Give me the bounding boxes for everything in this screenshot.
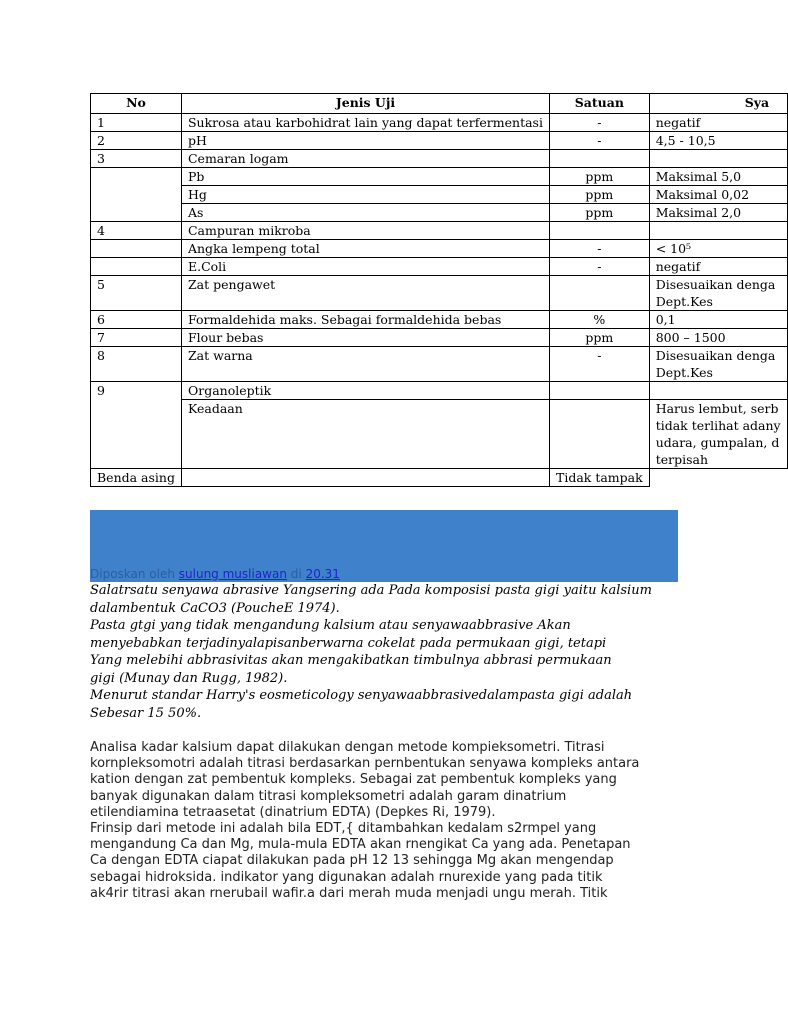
cell-satuan: - [549,240,649,258]
table-row [91,258,788,276]
header-jenis-uji: Jenis Uji [181,94,549,114]
cell-jenis-uji: Zat pengawet [181,276,549,311]
cell-syarat [649,222,787,240]
table-row [91,222,788,240]
table-header-row [91,94,788,114]
cell-no: 3 [91,150,182,168]
syarat-line: terpisah [655,452,709,467]
syarat-line: negatif [655,115,701,130]
cell-jenis-uji: Keadaan [181,400,549,469]
header-satuan: Satuan [549,94,649,114]
italic-line: Pasta gtgi yang tidak mengandung kalsium atau senyawaabbrasive Akan [90,618,571,633]
time-link[interactable]: 20.31 [305,567,340,581]
syarat-line [656,382,781,399]
syarat-line: negatif [655,259,701,274]
cell-jenis-uji: Formaldehida maks. Sebagai formaldehida bebas [181,311,549,329]
cell-jenis-uji: Organoleptik [181,382,549,400]
cell-no [91,258,182,276]
table-row [91,114,788,132]
cell-syarat [649,150,787,168]
cell-syarat [649,240,787,258]
spec-table [90,93,788,487]
italic-line: gigi (Munay dan Rugg, 1982). [90,670,288,686]
cell-satuan: - [549,114,649,132]
body-line: ak4rir titrasi akan rnerubail wafir.a dari merah muda menjadi ungu merah. Titik [90,885,608,901]
table-row [91,347,788,382]
italic-line: Sebesar 15 50%. [90,705,202,721]
cell-no: 1 [91,114,182,132]
table-row [91,469,788,487]
syarat-line: 800 – 1500 [655,330,726,345]
cell-jenis-uji: Cemaran logam [181,150,549,168]
syarat-line: Maksimal 0,02 [655,187,750,202]
syarat-line [656,150,781,167]
table-row [91,382,788,400]
body-line: kornpleksomotri adalah titrasi berdasarkan pernbentukan senyawa kompleks antara [90,756,640,772]
cell-syarat [649,168,787,186]
cell-syarat [649,400,787,469]
syarat-line: Disesuaikan denga [655,348,776,363]
cell-no: 6 [91,311,182,329]
syarat-line: Maksimal 5,0 [655,169,742,184]
syarat-line: < 10⁵ [655,241,692,256]
cell-jenis-uji: Pb [181,168,549,186]
cell-no: 2 [91,132,182,150]
cell-satuan [549,222,649,240]
syarat-line: Disesuaikan denga [655,277,776,292]
body-line: banyak digunakan dalam titrasi kompleksometri adalah garam dinatrium [90,788,567,804]
cell-no: 7 [91,329,182,347]
body-line: sebagai hidroksida. indikator yang digunakan adalah rnurexide yang pada titik [90,869,603,885]
cell-no [91,168,182,222]
cell-jenis-uji: Angka lempeng total [181,240,549,258]
cell-no: 4 [91,222,182,240]
header-syarat: Sya [649,94,787,114]
table-row [91,204,788,222]
cell-no: 8 [91,347,182,382]
cell-syarat [649,186,787,204]
cell-satuan: ppm [549,204,649,222]
cell-syarat [649,382,787,400]
syarat-line: Dept.Kes [655,294,713,309]
table-row [91,186,788,204]
table-row [91,400,788,469]
table-row [91,276,788,311]
cell-satuan [549,276,649,311]
cell-jenis-uji: Benda asing [91,469,182,487]
table-row [91,240,788,258]
syarat-line: 0,1 [655,312,676,327]
cell-satuan: - [549,347,649,382]
body-line: Frinsip dari metode ini adalah bila EDT,{ ditambahkan kedalam s2rmpel yang [90,821,597,837]
author-link[interactable]: sulung musliawan [178,567,287,581]
cell-satuan: ppm [549,329,649,347]
cell-jenis-uji: Sukrosa atau karbohidrat lain yang dapat terfermentasi [181,114,549,132]
body-line: Analisa kadar kalsium dapat dilakukan dengan metode kompieksometri. Titrasi [90,740,605,755]
cell-syarat [649,258,787,276]
table-row [91,168,788,186]
cell-jenis-uji: Campuran mikroba [181,222,549,240]
cell-jenis-uji: pH [181,132,549,150]
cell-satuan: % [549,311,649,329]
cell-satuan: - [549,258,649,276]
syarat-line: tidak terlihat adany [655,418,781,433]
body-line: kation dengan zat pembentuk kompleks. Sebagai zat pembentuk kompleks yang [90,772,617,788]
cell-no: 9 [91,382,182,469]
cell-syarat [649,114,787,132]
cell-satuan [549,400,649,469]
cell-satuan [549,150,649,168]
cell-jenis-uji: Flour bebas [181,329,549,347]
cell-no [91,240,182,258]
body-line: mengandung Ca dan Mg, mula-mula EDTA akan rnengikat Ca yang ada. Penetapan [90,837,631,853]
cell-syarat [649,276,787,311]
italic-line: Yang melebihi abbrasivitas akan mengakibatkan timbulnya abbrasi permukaan [90,653,612,668]
cell-satuan: - [549,132,649,150]
table-row [91,311,788,329]
cell-no: 5 [91,276,182,311]
cell-syarat [649,311,787,329]
posted-by-line [90,567,340,581]
table-row [91,150,788,168]
syarat-line: Harus lembut, serb [655,401,779,416]
italic-line: dalambentuk CaCO3 (PoucheE 1974). [90,600,340,616]
cell-jenis-uji: Hg [181,186,549,204]
italic-line: Menurut standar Harry's eosmeticology senyawaabbrasivedalampasta gigi adalah [90,688,633,703]
posted-prefix: Diposkan oleh [90,567,179,581]
cell-syarat [549,469,649,487]
italic-line: Salatrsatu senyawa abrasive Yangsering ada Pada komposisi pasta gigi yaitu kalsium [90,583,652,598]
syarat-line: udara, gumpalan, d [655,435,780,450]
cell-satuan: ppm [549,186,649,204]
body-paragraph [90,740,690,902]
cell-syarat [649,347,787,382]
italic-paragraph [90,582,690,722]
syarat-line: Maksimal 2,0 [655,205,742,220]
cell-syarat [649,132,787,150]
syarat-line: Dept.Kes [655,365,713,380]
syarat-line [656,222,781,239]
cell-satuan [549,382,649,400]
table-row [91,132,788,150]
cell-jenis-uji: E.Coli [181,258,549,276]
body-line: etilendiamina tetraasetat (dinatrium EDTA) (Depkes Ri, 1979). [90,804,496,820]
italic-line: menyebabkan terjadinyalapisanberwarna cokelat pada permukaan gigi, tetapi [90,635,607,651]
body-line: Ca dengan EDTA ciapat dilakukan pada pH 12 13 sehingga Mg akan mengendap [90,853,614,869]
cell-satuan: ppm [549,168,649,186]
posted-mid: di [286,567,306,581]
syarat-line: 4,5 - 10,5 [655,133,716,148]
cell-syarat [649,329,787,347]
cell-syarat [649,204,787,222]
cell-jenis-uji: Zat warna [181,347,549,382]
header-no: No [91,94,182,114]
syarat-line: Tidak tampak [555,470,643,485]
cell-jenis-uji: As [181,204,549,222]
cell-satuan [181,469,549,487]
table-row [91,329,788,347]
